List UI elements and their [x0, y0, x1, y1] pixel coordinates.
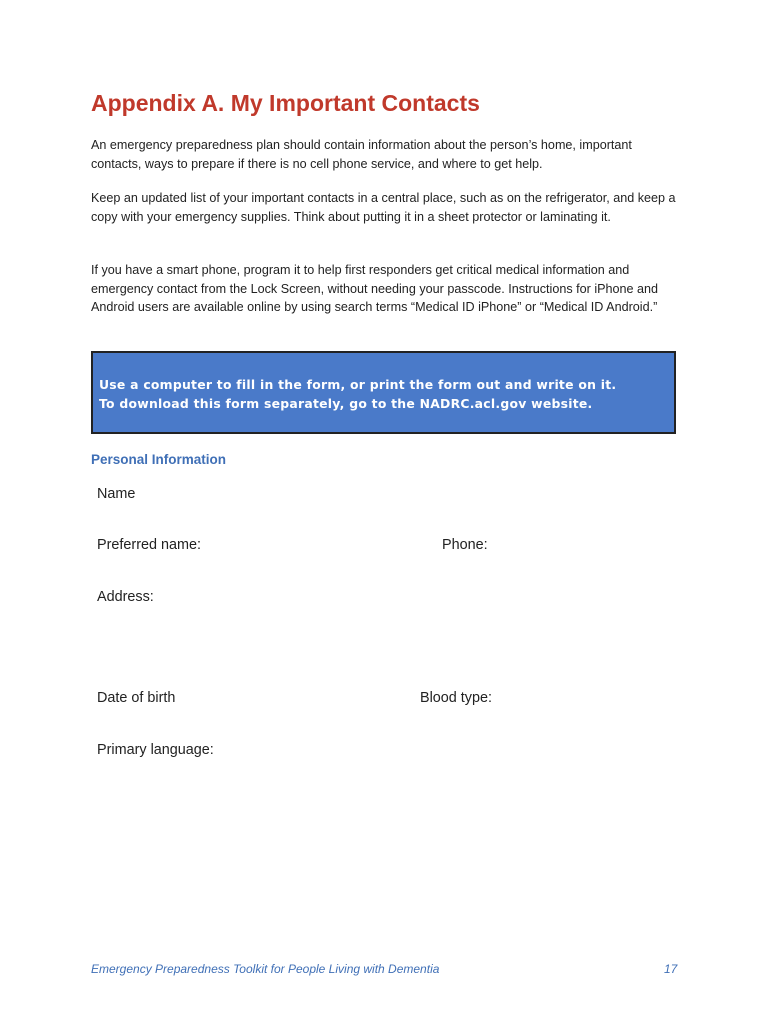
intro-paragraph: An emergency preparedness plan should contain information about the person’s home, important contacts, ways to prepare if there is no cell phone service, and where to get help. — [91, 138, 632, 171]
preferred-name-field-label[interactable]: Preferred name: — [97, 537, 201, 553]
name-field-label[interactable]: Name — [97, 486, 136, 502]
form-instructions-text — [99, 376, 668, 413]
page-number: 17 — [664, 962, 678, 976]
personal-information-heading: Personal Information — [91, 452, 227, 467]
page-title: Appendix A. My Important Contacts — [91, 90, 480, 116]
contacts-list-paragraph: Keep an updated list of your important contacts in a central place, such as on the refrigerator, and keep a copy with your emergency supplies. Think about putting it in a sheet protector or laminating it. — [91, 191, 676, 224]
primary-language-field-label[interactable]: Primary language: — [97, 742, 214, 758]
blood-type-field-label[interactable]: Blood type: — [420, 690, 493, 706]
phone-field-label[interactable]: Phone: — [442, 537, 488, 553]
footer-title: Emergency Preparedness Toolkit for People Living with Dementia — [91, 962, 440, 976]
date-of-birth-field-label[interactable]: Date of birth — [97, 690, 176, 706]
form-instructions-line-2: To download this form separately, go to the NADRC.acl.gov website. — [99, 395, 593, 411]
form-instructions-box — [91, 351, 676, 434]
form-instructions-line-1: Use a computer to fill in the form, or print the form out and write on it. — [99, 377, 617, 392]
smartphone-paragraph: If you have a smart phone, program it to help first responders get critical medical information and emergency contact from the Lock Screen, without needing your passcode. Instructions for iPhone and Android users are available online by using search terms “Medical ID iPhone” or “Medical ID Android.” — [91, 263, 659, 315]
address-field-label[interactable]: Address: — [97, 589, 154, 605]
